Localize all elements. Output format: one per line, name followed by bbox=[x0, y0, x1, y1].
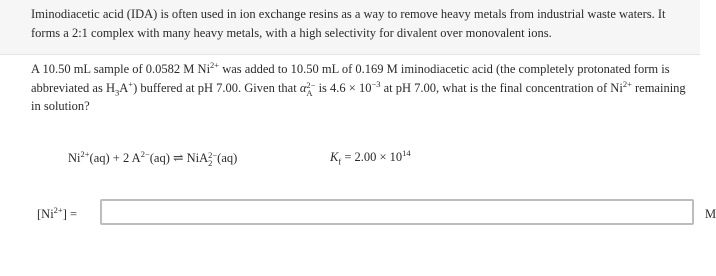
superscript: 2− bbox=[306, 79, 316, 90]
superscript: 2+ bbox=[210, 59, 220, 70]
reaction-part: (aq) bbox=[217, 151, 238, 165]
subscript: 2 bbox=[208, 158, 213, 169]
superscript: 2+ bbox=[80, 148, 90, 159]
subscript: 3 bbox=[115, 87, 120, 97]
superscript: 2− bbox=[208, 150, 218, 161]
problem-part: is 4.6 × 10 bbox=[315, 80, 372, 95]
superscript: 2+ bbox=[622, 78, 632, 89]
reaction-equation bbox=[68, 150, 237, 167]
kf-symbol: K bbox=[330, 150, 339, 164]
problem-statement bbox=[31, 60, 691, 116]
kf-value: = 2.00 × 10 bbox=[341, 150, 403, 164]
subscript: f bbox=[338, 156, 342, 167]
problem-part: at pH 7.00, what is the final concentration of Ni bbox=[380, 80, 623, 95]
answer-row bbox=[37, 199, 716, 229]
alpha-symbol: α bbox=[299, 80, 307, 95]
answer-label bbox=[37, 204, 78, 222]
superscript: + bbox=[128, 78, 134, 89]
problem-part: A bbox=[119, 80, 129, 95]
superscript: 2− bbox=[140, 148, 150, 159]
superscript: 14 bbox=[402, 147, 411, 158]
answer-input[interactable] bbox=[100, 199, 694, 225]
superscript: −3 bbox=[371, 78, 381, 89]
answer-label-part: [Ni bbox=[37, 207, 54, 221]
answer-label-part: ] = bbox=[62, 207, 78, 221]
problem-part: A 10.50 mL sample of 0.0582 M Ni bbox=[31, 62, 211, 76]
reaction-part: (aq) ⇌ NiA bbox=[149, 151, 209, 165]
problem-part: ) buffered at pH 7.00. Given that bbox=[133, 80, 300, 95]
reaction-part: Ni bbox=[68, 151, 81, 165]
problem-part: remaining in solution? bbox=[31, 80, 686, 113]
unit-label: M bbox=[705, 207, 716, 221]
reaction-part: (aq) + 2 A bbox=[89, 151, 141, 165]
formation-constant bbox=[330, 147, 411, 167]
superscript: 2+ bbox=[53, 204, 63, 215]
complex-charge bbox=[208, 151, 217, 167]
subscript: A bbox=[306, 87, 313, 98]
problem-part: was added to 10.50 mL of 0.169 M iminodiacetic acid (the completely protonated form is abbreviated as H bbox=[31, 62, 670, 95]
intro-banner bbox=[0, 0, 700, 55]
intro-text: Iminodiacetic acid (IDA) is often used in ion exchange resins as a way to remove heavy metals from industrial waste waters. It forms a 2:1 complex with many heavy metals, with a high selectivity for divalent over monovalent ions. bbox=[31, 7, 666, 40]
